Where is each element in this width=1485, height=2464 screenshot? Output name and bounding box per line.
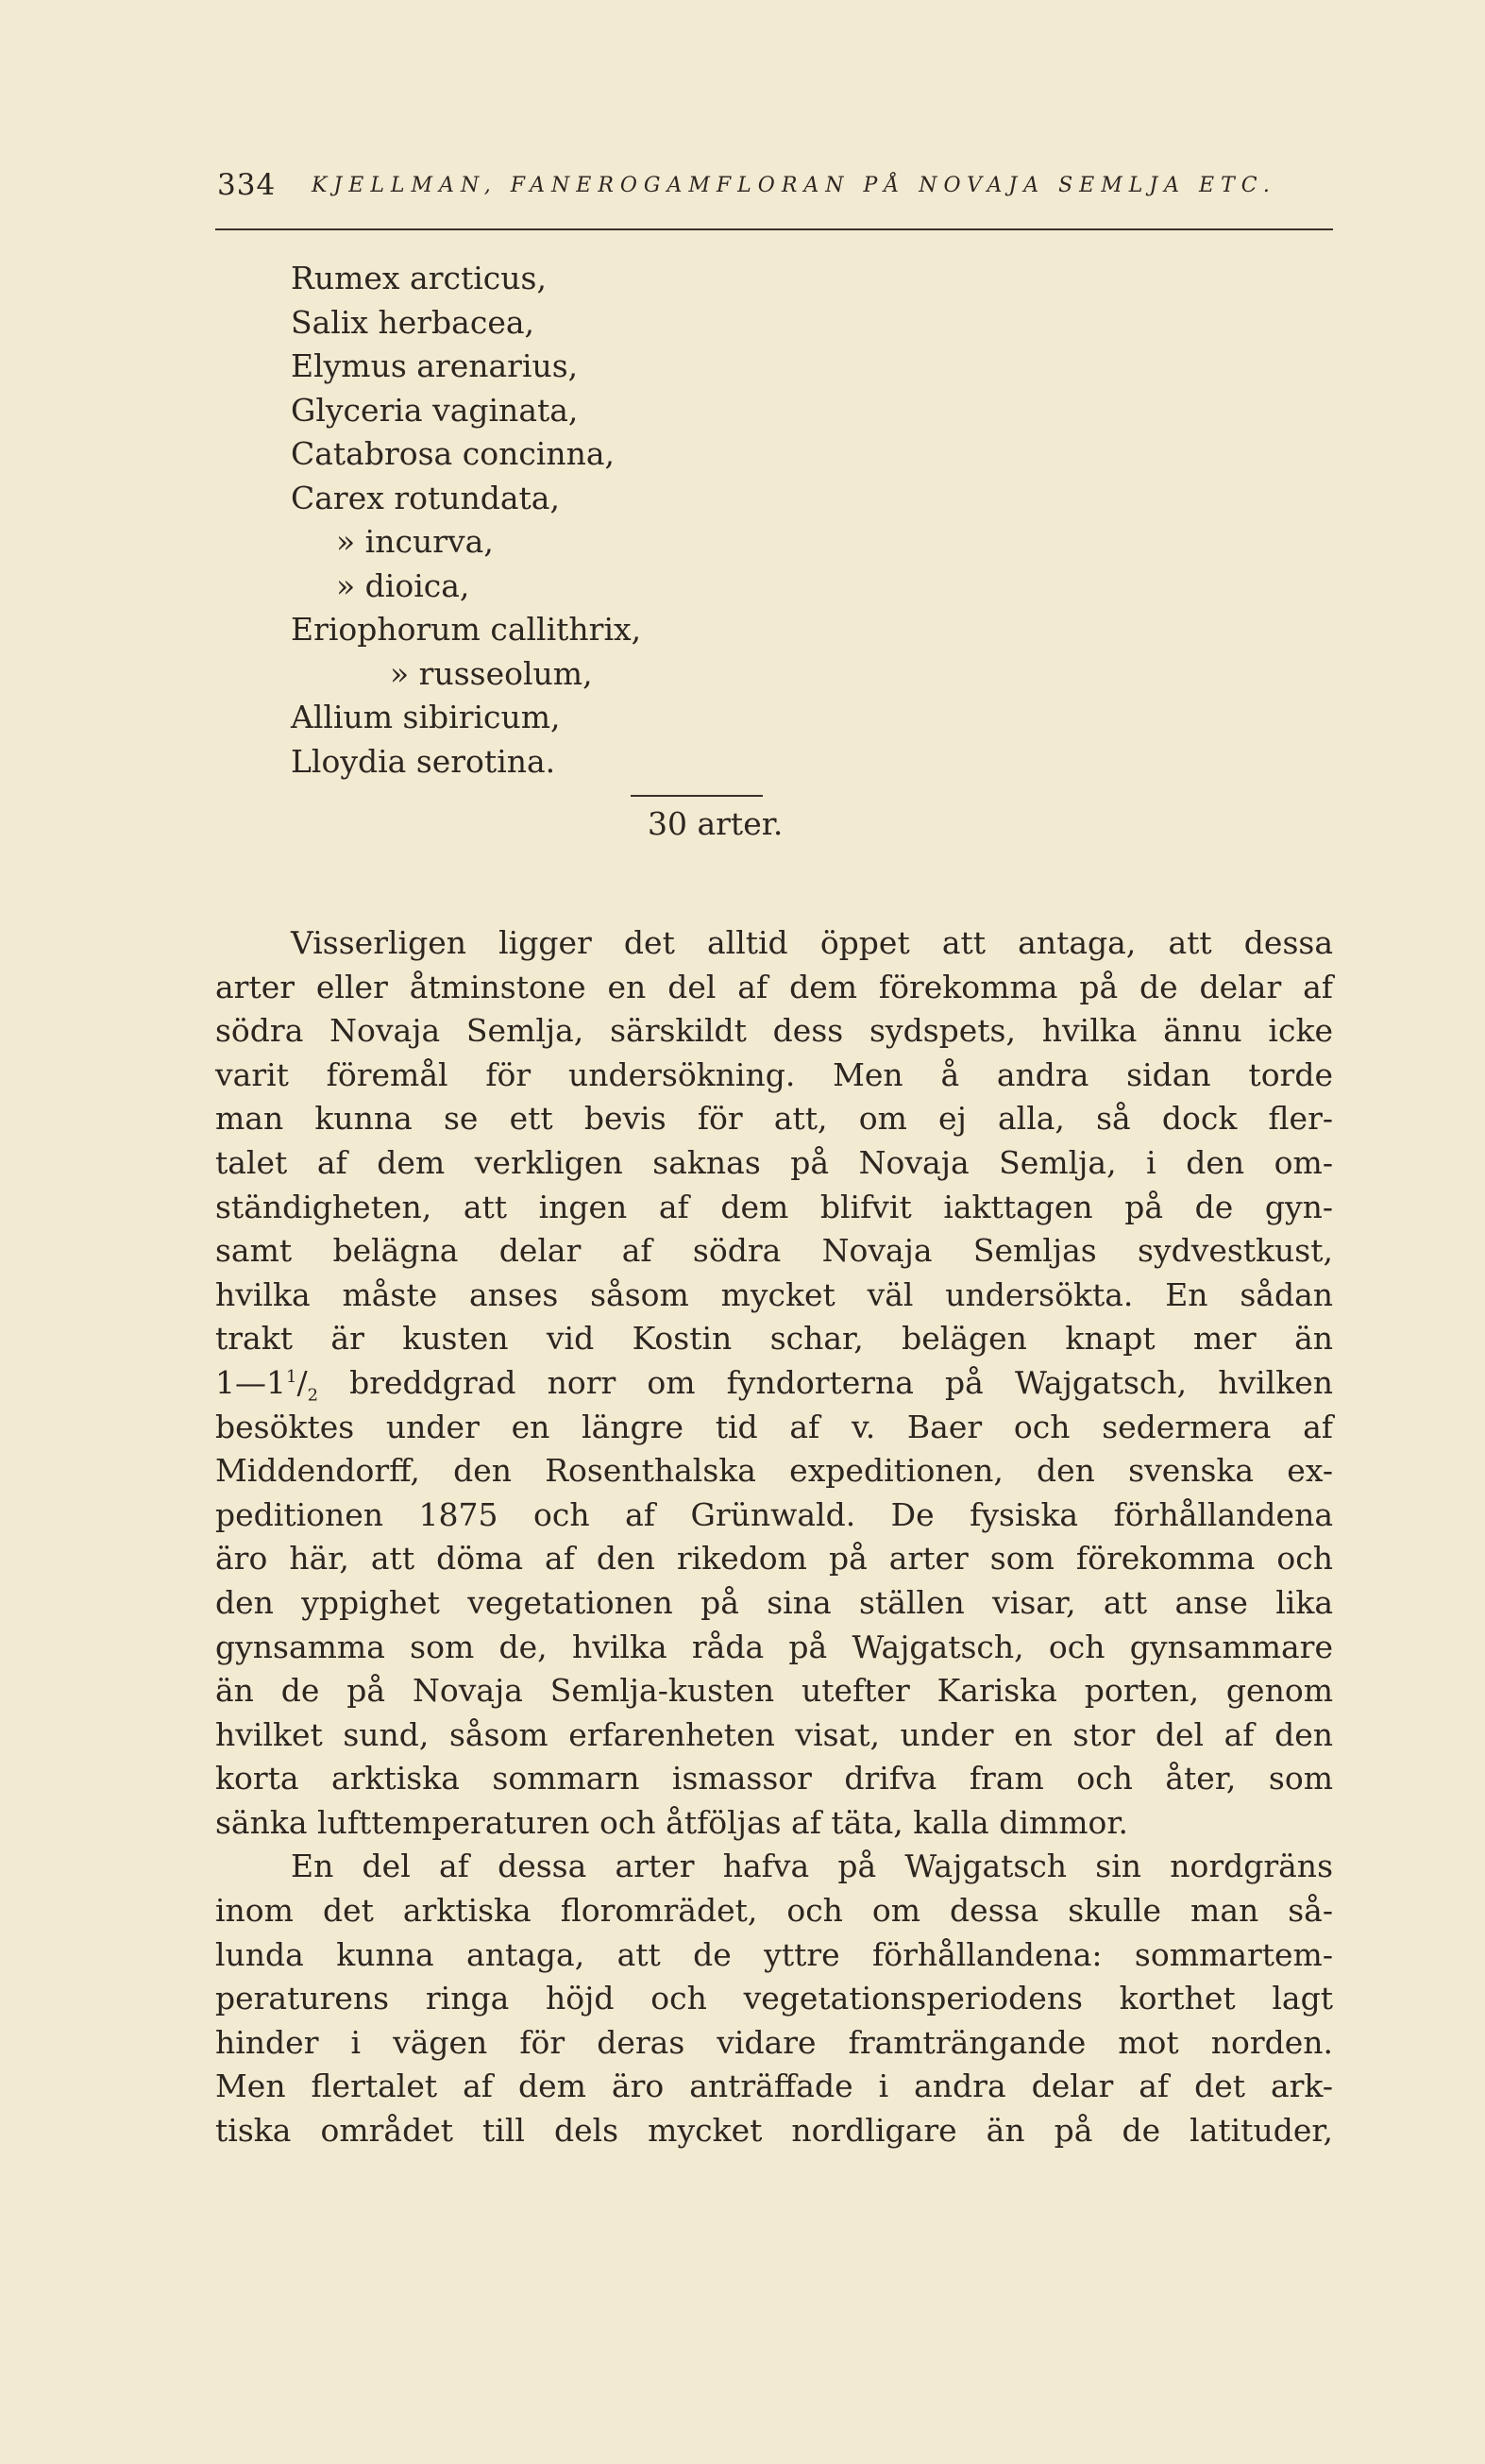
running-head: KJELLMAN, FANEROGAMFLORAN PÅ NOVAJA SEMLJA ETC. bbox=[312, 174, 1276, 197]
text-line: än de på Novaja Semlja-kusten utefter Kariska porten, genom bbox=[215, 1672, 1333, 1710]
species-item: Elymus arenarius, bbox=[291, 347, 579, 384]
species-item: Glyceria vaginata, bbox=[291, 391, 579, 429]
text-line: trakt är kusten vid Kostin schar, belägen knapt mer än bbox=[215, 1320, 1333, 1358]
fraction: $1—1^1/_2$ bbox=[215, 1363, 319, 1406]
text-line: talet af dem verkligen saknas på Novaja Semlja, i den om- bbox=[215, 1143, 1333, 1181]
species-item: » incurva, bbox=[336, 523, 494, 560]
text-line: den yppighet vegetationen på sina ställen visar, att anse lika bbox=[215, 1583, 1333, 1621]
species-item: Lloydia serotina. bbox=[291, 742, 556, 780]
species-item: Salix herbacea, bbox=[291, 303, 535, 341]
paragraph-1 bbox=[215, 921, 1333, 1845]
text-line: arter eller åtminstone en del af dem förekomma på de delar af bbox=[215, 968, 1333, 1005]
text-line: inom det arktiska floromrädet, och om dessa skulle man så- bbox=[215, 1892, 1333, 1930]
text-line: gynsamma som de, hvilka råda på Wajgatsch, och gynsammare bbox=[215, 1628, 1333, 1665]
species-item: Carex rotundata, bbox=[291, 479, 560, 516]
text-line: Middendorff, den Rosenthalska expeditionen, den svenska ex- bbox=[215, 1452, 1333, 1490]
text-line-with-fraction: $1—1^1/_2$ breddgrad norr om fyndorterna på Wajgatsch, hvilken bbox=[215, 1363, 1333, 1406]
text-line: Visserligen ligger det alltid öppet att antaga, att dessa bbox=[291, 924, 1333, 961]
text-line: sänka lufttemperaturen och åtföljas af täta, kalla dimmor. bbox=[215, 1803, 1128, 1841]
species-item: » dioica, bbox=[336, 566, 470, 604]
sum-rule bbox=[631, 795, 763, 797]
species-item: Allium sibiricum, bbox=[291, 699, 561, 735]
text-line: En del af dessa arter hafva på Wajgatsch sin nordgräns bbox=[291, 1848, 1333, 1885]
header-rule bbox=[215, 228, 1333, 230]
text-line: Men flertalet af dem äro anträffade i andra delar af det ark- bbox=[215, 2067, 1333, 2105]
species-list bbox=[291, 257, 952, 784]
text-line: varit föremål för undersökning. Men å andra sidan torde bbox=[215, 1055, 1333, 1093]
text-line: lunda kunna antaga, att de yttre förhållandena: sommartem- bbox=[215, 1935, 1333, 1973]
text-line: besöktes under en längre tid af v. Baer och sedermera af bbox=[215, 1408, 1333, 1445]
text-line: peraturens ringa höjd och vegetationsperiodens korthet lagt bbox=[215, 1980, 1333, 2017]
text-line: tiska området till dels mycket nordligare än på de latituder, bbox=[215, 2112, 1333, 2150]
text-line: södra Novaja Semlja, särskildt dess sydspets, hvilka ännu icke bbox=[215, 1012, 1333, 1050]
species-item: » russeolum, bbox=[390, 654, 593, 692]
text-line: samt belägna delar af södra Novaja Semljas sydvestkust, bbox=[215, 1232, 1333, 1270]
text-line: man kunna se ett bevis för att, om ej alla, så dock fler- bbox=[215, 1100, 1333, 1138]
species-item: Catabrosa concinna, bbox=[291, 435, 616, 472]
species-item: Rumex arcticus, bbox=[291, 260, 547, 296]
text-line: ständigheten, att ingen af dem blifvit iakttagen på de gyn- bbox=[215, 1188, 1333, 1225]
text-line: hvilka måste anses såsom mycket väl undersökta. En sådan bbox=[215, 1275, 1333, 1313]
text-line: hinder i vägen för deras vidare framträngande mot norden. bbox=[215, 2023, 1333, 2061]
text-line: korta arktiska sommarn ismassor drifva fram och åter, som bbox=[215, 1760, 1333, 1797]
body-text bbox=[215, 921, 1333, 2153]
text-line: äro här, att döma af den rikedom på arter som förekomma och bbox=[215, 1540, 1333, 1578]
text-line: peditionen 1875 och af Grünwald. De fysiska förhållandena bbox=[215, 1495, 1333, 1533]
page-number: 334 bbox=[217, 168, 277, 202]
species-total: 30 arter. bbox=[648, 805, 784, 842]
text-line: hvilket sund, såsom erfarenheten visat, under en stor del af den bbox=[215, 1715, 1333, 1753]
page-header bbox=[217, 168, 1341, 208]
species-item: Eriophorum callithrix, bbox=[291, 611, 642, 648]
paragraph-2 bbox=[215, 1845, 1333, 2152]
